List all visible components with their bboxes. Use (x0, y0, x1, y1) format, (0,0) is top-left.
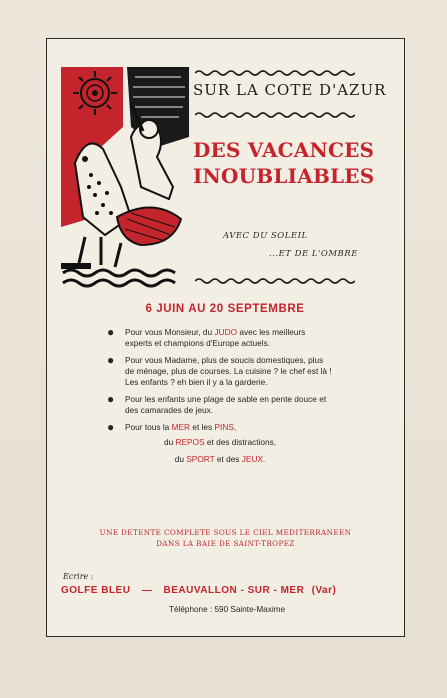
poster-frame (46, 38, 405, 637)
headline (193, 137, 397, 189)
subtitle-line-1: AVEC DU SOLEIL (223, 231, 308, 241)
wavy-rule-top (195, 69, 355, 77)
bullet-icon: ● (107, 353, 115, 367)
bullet-icon: ● (107, 325, 115, 339)
bullet-enfants: ● Pour les enfants une plage de sable en pente douce et des camarades de jeux. (107, 392, 327, 415)
phone-number: Téléphone : 590 Sainte-Maxime (168, 605, 286, 614)
bullet-pour-tous: ● Pour tous la MER et les PINS, (107, 420, 237, 434)
business-name: GOLFE BLEU (61, 585, 131, 596)
continuation-sport: du SPORT et des JEUX. (174, 454, 266, 464)
bullet-madame: ● Pour vous Madame, plus de soucis domestiques, plus de ménage, plus de courses. La cuisine ? le chef est là ! Les enfants ? eh bien il y a la garderie. (107, 353, 332, 387)
contact-address (61, 585, 391, 596)
tagline-line-2: DANS LA BAIE DE SAINT-TROPEZ (156, 539, 295, 548)
dates-heading: 6 JUIN AU 20 SEPTEMBRE (145, 303, 305, 315)
kicker-text: SUR LA COTE D'AZUR (193, 81, 387, 99)
address-dash: — (141, 585, 153, 596)
bullet-icon: ● (107, 392, 115, 406)
wavy-rule-bottom (195, 277, 355, 285)
bullet-list (107, 327, 333, 471)
subtitle-line-2: ...ET DE L'OMBRE (269, 249, 358, 259)
write-label: Ecrire : (63, 572, 94, 581)
tagline (65, 527, 386, 549)
headline-line-2: INOUBLIABLES (193, 164, 375, 188)
tagline-line-1: UNE DETENTE COMPLETE SOUS LE CIEL MEDITERRANEEN (99, 528, 352, 537)
business-place: BEAUVALLON - SUR - MER (163, 585, 305, 596)
bullet-icon: ● (107, 420, 115, 434)
bullet-monsieur: ● Pour vous Monsieur, du JUDO avec les meilleurs experts et champions d'Europe actuels. (107, 325, 306, 348)
wavy-rule-middle (195, 111, 355, 119)
continuation-repos: du REPOS et des distractions, (163, 437, 277, 447)
illustration-sun-figures (61, 67, 189, 295)
business-region: (Var) (311, 585, 337, 596)
headline-line-1: DES VACANCES (193, 138, 375, 162)
